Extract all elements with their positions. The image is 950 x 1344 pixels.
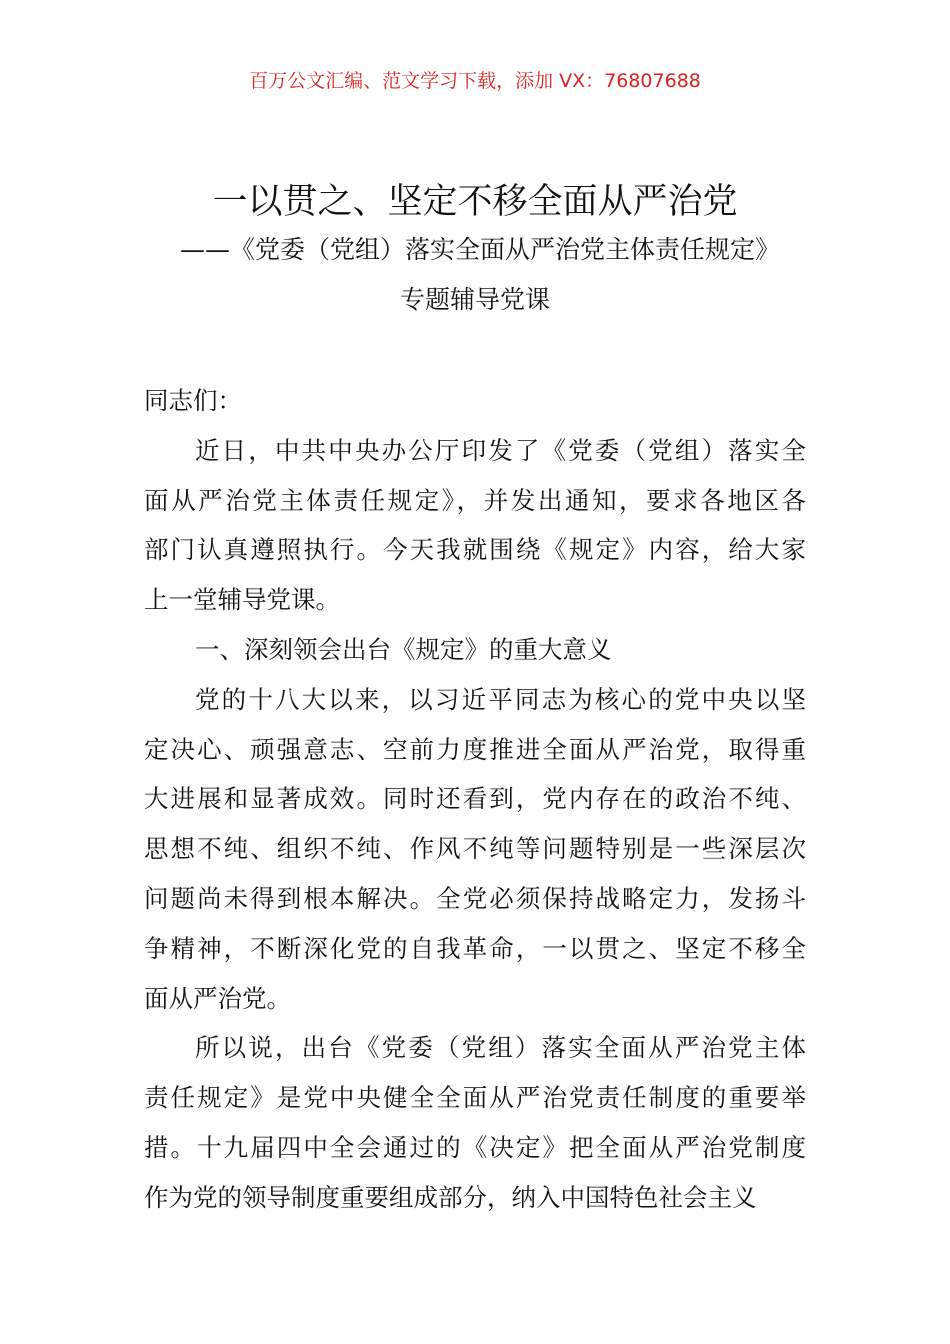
text-line: 一、深刻领会出台《规定》的重大意义 [195,634,612,664]
document-subtitle: ——《党委（党组）落实全面从严治党主体责任规定》 [179,235,780,264]
text-line: 上一堂辅导党课。 [144,585,340,615]
document-subtitle-line2: 专题辅导党课 [399,285,550,314]
text-line: 争精神，不断深化党的自我革命，一以贯之、坚定不移全 [144,933,806,963]
text-line: 所以说，出台《党委（党组）落实全面从严治党主体 [195,1033,806,1063]
text-line: 思想不纯、组织不纯、作风不纯等问题特别是一些深层次 [144,834,806,864]
text-line: 大进展和显著成效。同时还看到，党内存在的政治不纯、 [144,784,806,814]
document-title: 一以贯之、坚定不移全面从严治党 [212,182,738,222]
text-line: 面从严治党。 [144,983,291,1013]
document-body [144,376,806,1223]
text-line: 近日，中共中央办公厅印发了《党委（党组）落实全 [195,435,806,465]
text-line: 作为党的领导制度重要组成部分，纳入中国特色社会主义 [144,1182,757,1212]
paragraph [144,675,806,1024]
watermark-banner: 百万公文汇编、范文学习下载，添加 VX：76807688 [249,70,701,92]
text-line: 定决心、顽强意志、空前力度推进全面从严治党，取得重 [144,734,806,764]
text-line: 问题尚未得到根本解决。全党必须保持战略定力，发扬斗 [144,883,806,913]
section-heading [144,625,806,675]
text-line: 措。十九届四中全会通过的《决定》把全面从严治党制度 [144,1132,806,1162]
greeting: 同志们： [144,386,242,415]
paragraph [144,426,806,625]
text-line: 责任规定》是党中央健全全面从严治党责任制度的重要举 [144,1083,806,1113]
paragraph [144,1023,806,1222]
text-line: 部门认真遵照执行。今天我就围绕《规定》内容，给大家 [144,535,806,565]
text-line: 党的十八大以来，以习近平同志为核心的党中央以坚 [195,684,806,714]
text-line: 面从严治党主体责任规定》，并发出通知，要求各地区各 [144,485,806,515]
paragraphs [144,426,806,1223]
